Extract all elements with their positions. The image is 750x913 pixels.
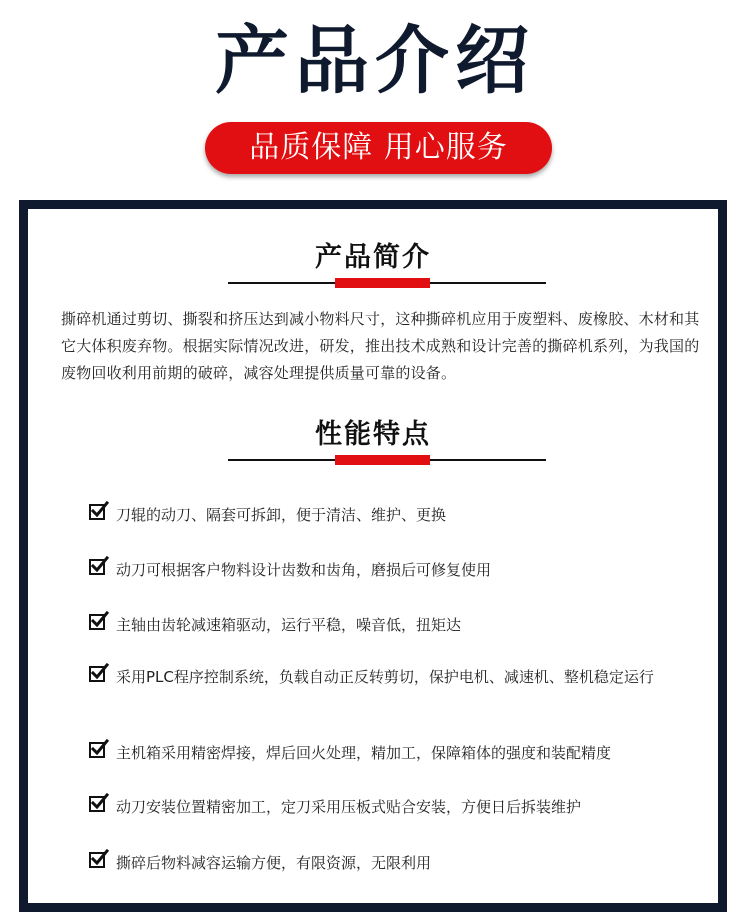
slogan-badge: 品质保障 用心服务 [205,122,552,174]
features-section-title: 性能特点 [315,419,431,450]
feature-item [88,795,688,820]
feature-item [88,613,688,638]
feature-text: 撕碎后物料减容运输方便，有限资源，无限利用 [116,854,432,872]
features-title-accent-bar [335,455,430,465]
feature-item [88,558,688,583]
feature-text: 刀辊的动刀、隔套可拆卸，便于清洁、维护、更换 [116,506,447,524]
feature-item [88,503,688,528]
content-frame [19,200,727,912]
feature-text: 主轴由齿轮减速箱驱动，运行平稳，噪音低，扭矩达 [116,616,462,634]
checkbox-checked-icon [88,610,110,632]
checkbox-checked-icon [88,555,110,577]
checkbox-checked-icon [88,848,110,870]
feature-text: 动刀可根据客户物料设计齿数和齿角，磨损后可修复使用 [116,561,492,579]
intro-title-divider [228,282,546,284]
features-title-divider [228,459,546,461]
checkbox-checked-icon [88,738,110,760]
feature-text: 主机箱采用精密焊接，焊后回火处理，精加工，保障箱体的强度和装配精度 [116,744,612,762]
checkbox-checked-icon [88,792,110,814]
feature-item [88,741,688,766]
feature-item [88,665,688,690]
checkbox-checked-icon [88,662,110,684]
page-title: 产品介绍 [215,18,535,104]
feature-text: 动刀安装位置精密加工，定刀采用压板式贴合安装，方便日后拆装维护 [116,798,582,816]
feature-item [88,851,688,876]
intro-paragraph: 撕碎机通过剪切、撕裂和挤压达到减小物料尺寸，这种撕碎机应用于废塑料、废橡胶、木材和其它大体积废弃物。根据实际情况改进，研发，推出技术成熟和设计完善的撕碎机系列，为我国的废物回收利用前期的破碎，减容处理提供质量可靠的设备。 [61,310,700,382]
checkbox-checked-icon [88,500,110,522]
intro-title-accent-bar [335,278,430,288]
intro-section-title: 产品简介 [315,242,431,273]
feature-text: 采用PLC程序控制系统，负载自动正反转剪切，保护电机、减速机、整机稳定运行 [116,668,654,686]
